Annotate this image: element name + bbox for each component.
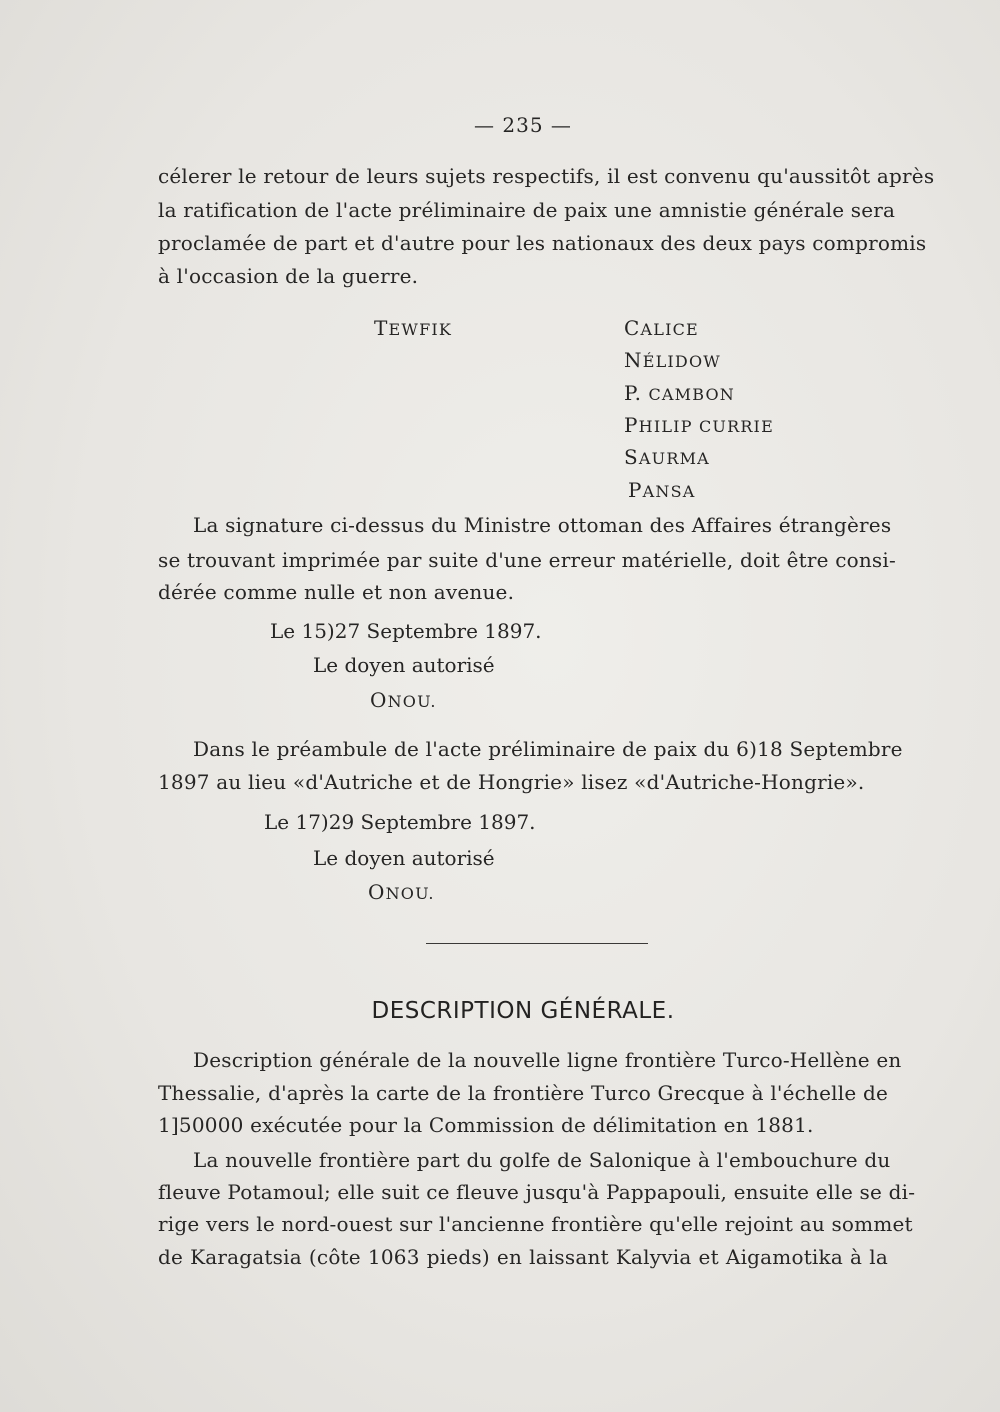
paragraph-line: proclamée de part et d'autre pour les nationaux des deux pays compromis <box>158 231 927 255</box>
paragraph-line: fleuve Potamoul; elle suit ce fleuve jusqu'à Pappapouli, ensuite elle se di- <box>158 1180 916 1204</box>
paragraph-line: rige vers le nord-ouest sur l'ancienne frontière qu'elle rejoint au sommet <box>158 1212 913 1236</box>
page-number: — 235 — <box>474 113 572 137</box>
signature-pansa: PANSA <box>628 478 696 502</box>
signature-currie: PHILIP CURRIE <box>624 413 774 437</box>
paragraph-line: 1897 au lieu «d'Autriche et de Hongrie» lisez «d'Autriche-Hongrie». <box>158 770 865 794</box>
paragraph-line: se trouvant imprimée par suite d'une erreur matérielle, doit être consi- <box>158 548 896 572</box>
paragraph-line: de Karagatsia (côte 1063 pieds) en laissant Kalyvia et Aigamotika à la <box>158 1245 888 1269</box>
note-date: Le 17)29 Septembre 1897. <box>264 810 536 834</box>
signature-nelidow: NÉLIDOW <box>624 348 721 372</box>
paragraph-line: Description générale de la nouvelle ligne frontière Turco-Hellène en <box>193 1048 902 1072</box>
paragraph-line: 1]50000 exécutée pour la Commission de délimitation en 1881. <box>158 1113 814 1137</box>
paragraph-line: Thessalie, d'après la carte de la frontière Turco Grecque à l'échelle de <box>158 1081 888 1105</box>
section-divider <box>426 943 648 944</box>
note-signer: ONOU. <box>368 880 435 904</box>
paragraph-line: Dans le préambule de l'acte préliminaire de paix du 6)18 Septembre <box>193 737 903 761</box>
note-role: Le doyen autorisé <box>313 846 495 870</box>
paragraph-line: La signature ci-dessus du Ministre ottoman des Affaires étrangères <box>193 513 892 537</box>
paragraph-line: célerer le retour de leurs sujets respectifs, il est convenu qu'aussitôt après <box>158 164 935 188</box>
note-date: Le 15)27 Septembre 1897. <box>270 619 542 643</box>
paragraph-line: La nouvelle frontière part du golfe de Salonique à l'embouchure du <box>193 1148 891 1172</box>
signature-saurma: SAURMA <box>624 445 710 469</box>
section-heading: DESCRIPTION GÉNÉRALE. <box>371 998 675 1024</box>
note-signer: ONOU. <box>370 688 437 712</box>
paragraph-line: dérée comme nulle et non avenue. <box>158 580 515 604</box>
signature-tewfik: TEWFIK <box>374 316 453 340</box>
signature-cambon: P. CAMBON <box>624 381 736 405</box>
paragraph-line: la ratification de l'acte préliminaire de paix une amnistie générale sera <box>158 198 896 222</box>
paragraph-line: à l'occasion de la guerre. <box>158 264 419 288</box>
note-role: Le doyen autorisé <box>313 653 495 677</box>
signature-calice: CALICE <box>624 316 699 340</box>
